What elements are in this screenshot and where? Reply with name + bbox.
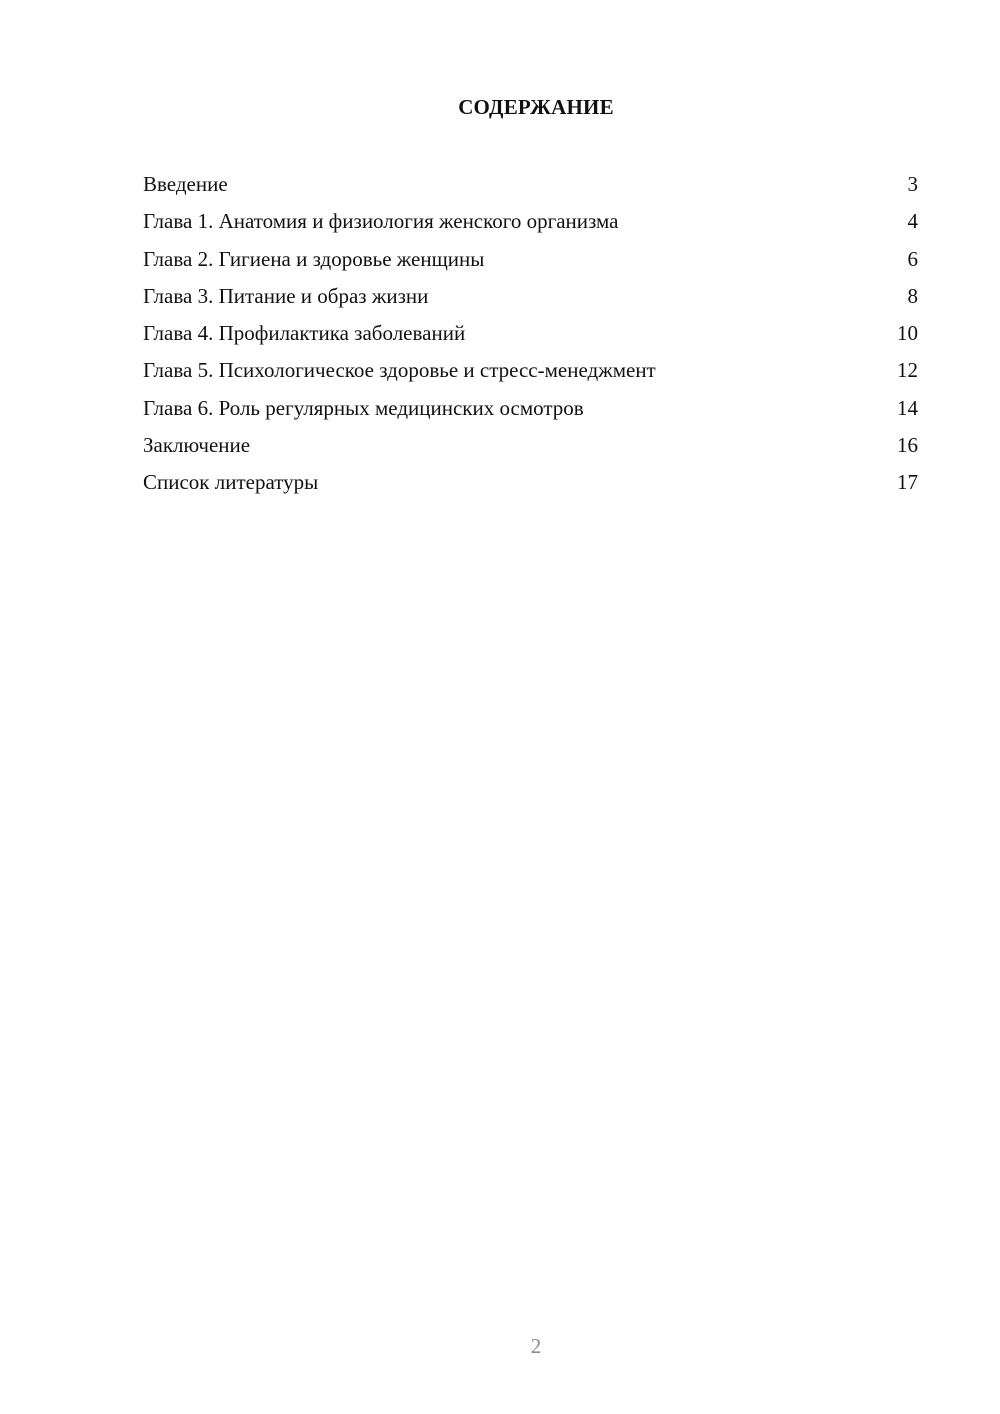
toc-entry-page: 10	[897, 321, 918, 346]
toc-entry-page: 6	[907, 246, 918, 271]
page-number: 2	[530, 1334, 542, 1358]
toc-entry-page: 4	[907, 209, 918, 234]
toc-entry-label: Глава 5. Психологическое здоровье и стресс-менеджмент	[143, 358, 656, 383]
toc-entry-label: Глава 3. Питание и образ жизни	[143, 283, 429, 308]
toc-entry-chapter-5	[143, 356, 918, 393]
toc-entry-label: Глава 1. Анатомия и физиология женского организма	[143, 209, 619, 234]
toc-entry-page: 14	[897, 395, 918, 420]
toc-entry-chapter-2	[143, 245, 918, 282]
toc-entry-page: 16	[897, 433, 918, 458]
toc-title: СОДЕРЖАНИЕ	[458, 95, 614, 119]
toc-entry-conclusion	[143, 431, 918, 468]
toc-entry-label: Заключение	[143, 433, 251, 458]
toc-entry-introduction	[143, 170, 918, 207]
toc-entry-references	[143, 468, 918, 505]
toc-entry-page: 3	[907, 172, 918, 196]
toc-entry-chapter-3	[143, 282, 918, 319]
toc-entry-page: 12	[897, 358, 918, 383]
toc-entry-chapter-1	[143, 207, 918, 244]
table-of-contents	[143, 170, 918, 506]
toc-entry-chapter-6	[143, 394, 918, 431]
toc-entry-page: 8	[907, 283, 918, 308]
toc-entry-label: Глава 4. Профилактика заболеваний	[143, 321, 466, 346]
toc-entry-label: Глава 2. Гигиена и здоровье женщины	[143, 246, 485, 271]
toc-entry-label: Введение	[143, 172, 228, 196]
toc-entry-chapter-4	[143, 319, 918, 356]
toc-entry-label: Глава 6. Роль регулярных медицинских осмотров	[143, 395, 584, 420]
toc-entry-page: 17	[897, 470, 918, 495]
toc-entry-label: Список литературы	[143, 470, 319, 495]
